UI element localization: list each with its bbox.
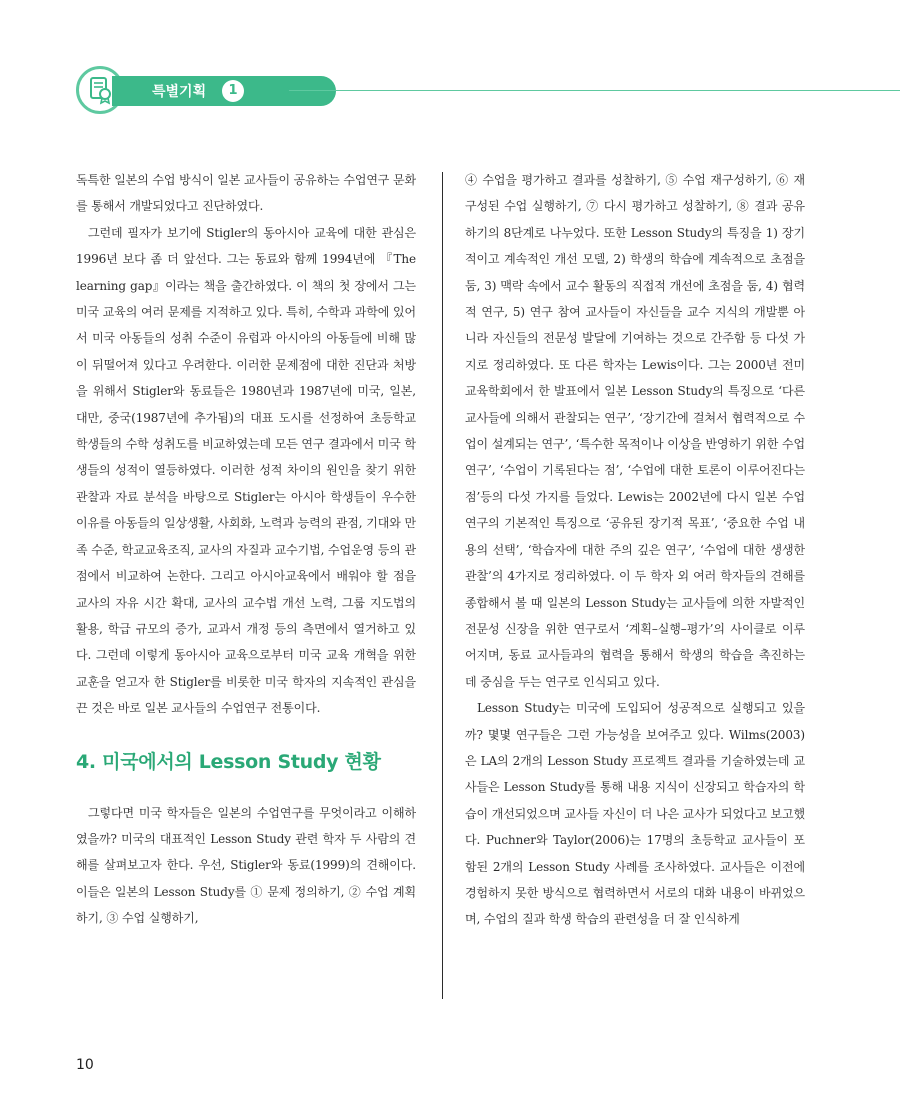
section-label: 특별기획 [152,84,207,100]
paragraph: ④ 수업을 평가하고 결과를 성찰하기, ⑤ 수업 재구성하기, ⑥ 재구성된 수업 실행하기, ⑦ 다시 평가하고 성찰하기, ⑧ 결과 공유하기의 8단계로 나누었다. 또한 Lesson Study의 특징을 1) 장기적이고 계속적인 개선 모델, 2) 학생의 학습에 계속적으로 초점을 둠, 3) 맥락 속에서 교수 활동의 직접적 개선에 초점을 둠, 4) 협력적 연구, 5) 연구 참여 교사들이 자신들을 교수 지식의 개발뿐 아니라 자신들의 전문성 발달에 기여하는 것으로 간주함 등 다섯 가지로 정리하였다. 또 다른 학자는 Lewis이다. 그는 2000년 전미교육학회에서 한 발표에서 일본 Lesson Study의 특징으로 ‘다른 교사들에 의해서 관찰되는 연구’, ‘장기간에 걸쳐서 협력적으로 수업이 설계되는 연구’, ‘특수한 목적이나 이상을 반영하기 위한 수업 연구’, ‘수업이 기록된다는 점’, ‘수업에 대한 토론이 이루어진다는 점’등의 다섯 가지를 들었다. Lewis는 2002년에 다시 일본 수업 연구의 기본적인 특징으로 ‘공유된 장기적 목표’, ‘중요한 수업 내용의 선택’, ‘학습자에 대한 주의 깊은 연구’, ‘수업에 대한 생생한 관찰’의 4가지로 정리하였다. 이 두 학자 외 여러 학자들의 견해를 종합해서 볼 때 일본의 Lesson Study는 교사들에 의한 자발적인 전문성 신장을 위한 연구로서 ‘계획–실행–평가’의 사이클로 이루어지며, 동료 교사들과의 협력을 통해서 학생의 학습을 촉진하는 데 중심을 두는 연구로 인식되고 있다. [465,173,805,689]
paragraph: 그런데 필자가 보기에 Stigler의 동아시아 교육에 대한 관심은 1996년 보다 좀 더 앞선다. 그는 동료와 함께 1994년에 『The learning gap』이라는 책을 출간하였다. 이 책의 첫 장에서 그는 미국 교육의 여러 문제를 지적하고 있다. 특히, 수학과 과학에 있어서 미국 아동들의 성취 수준이 유럽과 아시아의 아동들에 비해 많이 뒤떨어져 있다고 우려한다. 이러한 문제점에 대한 진단과 처방을 위해서 Stigler와 동료들은 1980년과 1987년에 미국, 일본, 대만, 중국(1987년에 추가됨)의 대표 도시를 선정하여 초등학교 학생들의 수학 성취도를 비교하였는데 모든 연구 결과에서 미국 학생들의 성적이 열등하였다. 이러한 성적 차이의 원인을 찾기 위한 관찰과 자료 분석을 바탕으로 Stigler는 아시아 학생들이 우수한 이유를 아동들의 일상생활, 사회화, 노력과 능력의 관점, 기대와 만족 수준, 학교교육조직, 교사의 자질과 교수기법, 수업운영 등의 관점에서 비교하여 논한다. 그리고 아시아교육에서 배워야 할 점을 교사의 자유 시간 확대, 교사의 교수법 개선 노력, 그룹 지도법의 활용, 학급 규모의 증가, 교과서 개정 등의 측면에서 열거하고 있다. 그런데 이렇게 동아시아 교육으로부터 미국 교육 개혁을 위한 교훈을 얻고자 한 Stigler를 비롯한 미국 학자의 지속적인 관심을 끈 것은 바로 일본 교사들의 수업연구 전통이다. [76,225,417,716]
right-column [465,167,805,933]
paragraph: 그렇다면 미국 학자들은 일본의 수업연구를 무엇이라고 이해하였을까? 미국의 대표적인 Lesson Study 관련 학자 두 사람의 견해를 살펴보고자 한다. 우선, Stigler와 동료(1999)의 견해이다. 이들은 일본의 Lesson Study를 ① 문제 정의하기, ② 수업 계획하기, ③ 수업 실행하기, [76,805,416,926]
certificate-icon [85,75,115,105]
paragraph: 독특한 일본의 수업 방식이 일본 교사들이 공유하는 수업연구 문화를 통해서 개발되었다고 진단하였다. [76,173,417,214]
page-number: 10 [76,1057,94,1073]
header-dot [282,87,289,94]
section-number: 1 [222,80,244,102]
section-label-pill [112,76,336,106]
header-rule [284,90,900,91]
left-column [76,167,416,932]
column-divider [442,172,443,999]
section-header [76,66,900,116]
section-title: 4. 미국에서의 Lesson Study 현황 [76,750,381,773]
paragraph: Lesson Study는 미국에 도입되어 성공적으로 실행되고 있을까? 몇몇 연구들은 그런 가능성을 보여주고 있다. Wilms(2003)은 LA의 2개의 Lesson Study 프로젝트 결과를 기술하였는데 교사들은 Lesson Study를 통해 내용 지식이 신장되고 학습자의 학습이 개선되었으며 교사들 자신이 더 나은 교사가 되었다고 보고했다. Puchner와 Taylor(2006)는 17명의 초등학교 교사들이 포함된 2개의 Lesson Study 사례를 조사하였다. 교사들은 이전에 경험하지 못한 방식으로 협력하면서 서로의 대화 내용이 바뀌었으며, 수업의 질과 학생 학습의 관련성을 더 잘 인식하게 [465,701,806,927]
